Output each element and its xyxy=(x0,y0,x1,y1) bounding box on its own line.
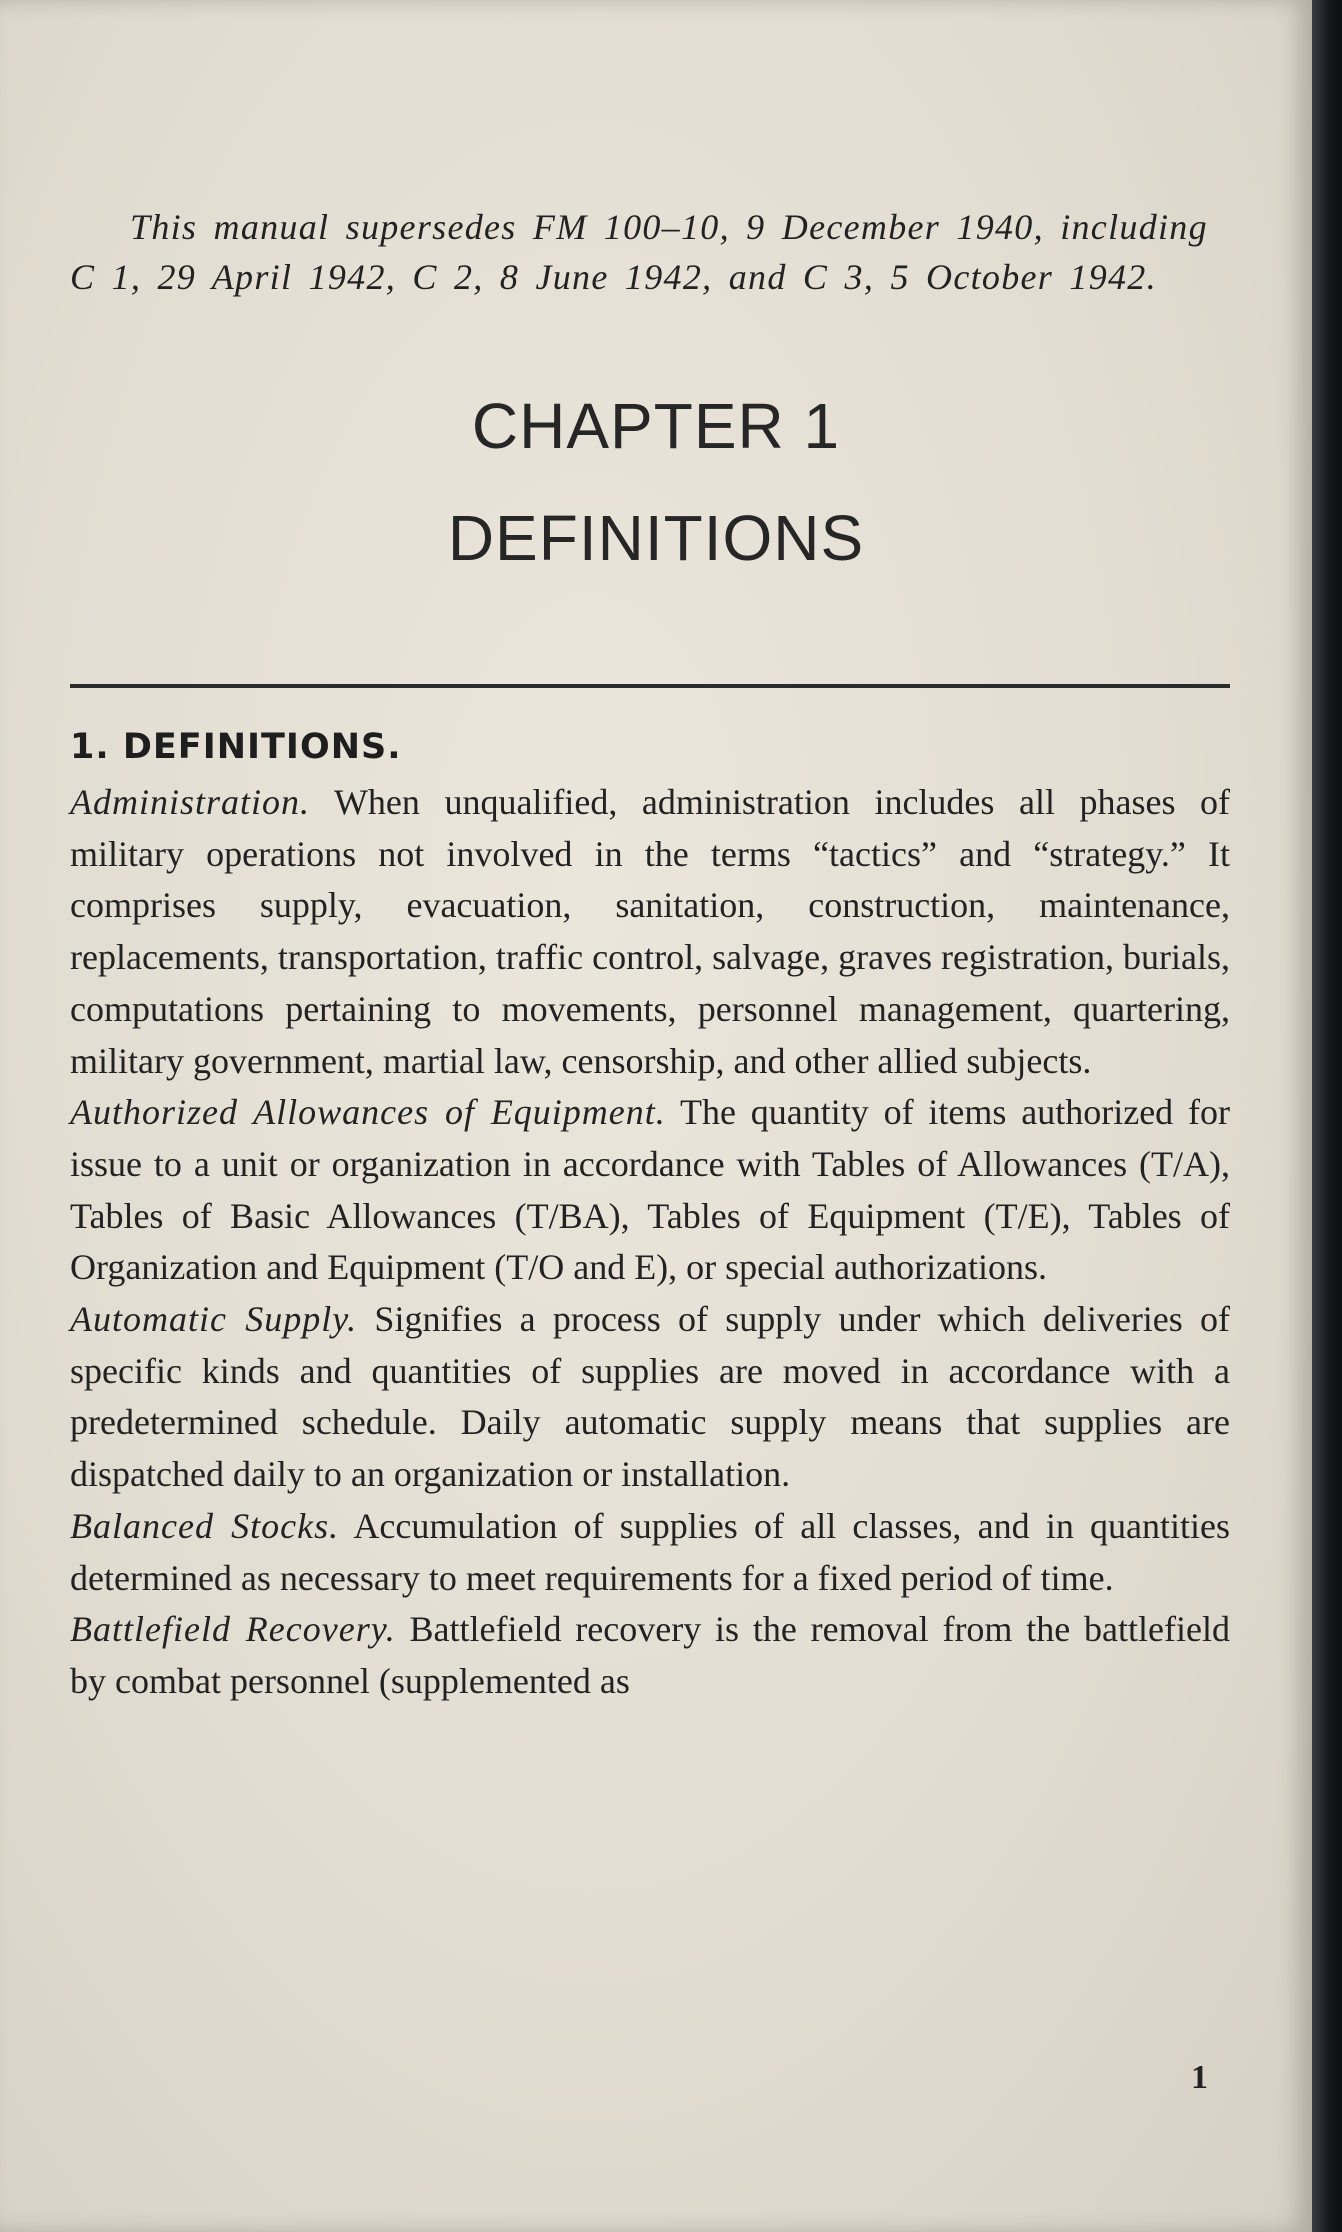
chapter-number: CHAPTER 1 xyxy=(471,390,841,462)
definition-term: Automatic Supply. xyxy=(70,1299,358,1340)
definition-term: Authorized Allowances of Equipment. xyxy=(70,1092,666,1133)
definition-term: Balanced Stocks. xyxy=(70,1505,340,1546)
definition-term: Administration. xyxy=(70,782,311,822)
book-spine-edge xyxy=(1312,0,1342,2232)
definition-text: Signifies a process of supply under which deliveries of specific kinds and quantities of supplies are moved in accordance with a predetermined schedule. Daily automatic supply means that supplies are dispatched daily to an organization or installation. xyxy=(70,1299,1231,1495)
supersedes-note: This manual supersedes FM 100–10, 9 December 1940, including C 1, 29 April 1942, C 2, 8 June 1942, and C 3, 5 October 1942. xyxy=(70,207,1208,297)
definition-entry xyxy=(70,1087,1230,1294)
definition-entry xyxy=(70,1501,1230,1604)
definitions-list xyxy=(70,777,1230,1708)
definition-entry xyxy=(70,1294,1230,1501)
definition-text: When unqualified, administration includes all phases of military operations not involved in the terms “tactics” and “strategy.” It comprises supply, evacuation, sanitation, construction, maintenance, replacements, transportation, traffic control, salvage, graves registration, burials, computations pertaining to movements, personnel management, quartering, military government, martial law, censorship, and other allied subjects. xyxy=(70,782,1230,1081)
definition-term: Battlefield Recovery. xyxy=(70,1609,396,1650)
definition-entry xyxy=(70,777,1230,1087)
section-heading: 1. DEFINITIONS. xyxy=(70,727,402,767)
horizontal-rule xyxy=(70,684,1230,688)
definition-text: Battlefield recovery is the removal from the battlefield by combat personnel (supplemented as xyxy=(70,1609,1230,1701)
chapter-title: DEFINITIONS xyxy=(447,502,865,574)
page-number: 1 xyxy=(1191,2059,1208,2096)
definition-text: Accumulation of supplies of all classes, and in quantities determined as necessary to meet requirements for a fixed period of time. xyxy=(70,1505,1231,1598)
definition-text: The quantity of items authorized for issue to a unit or organization in accordance with Tables of Allowances (T/A), Tables of Basic Allowances (T/BA), Tables of Equipment (T/E), Tables of Organization and Equipment (T/O and E), or special authorizations. xyxy=(70,1092,1230,1288)
definition-entry xyxy=(70,1604,1230,1707)
